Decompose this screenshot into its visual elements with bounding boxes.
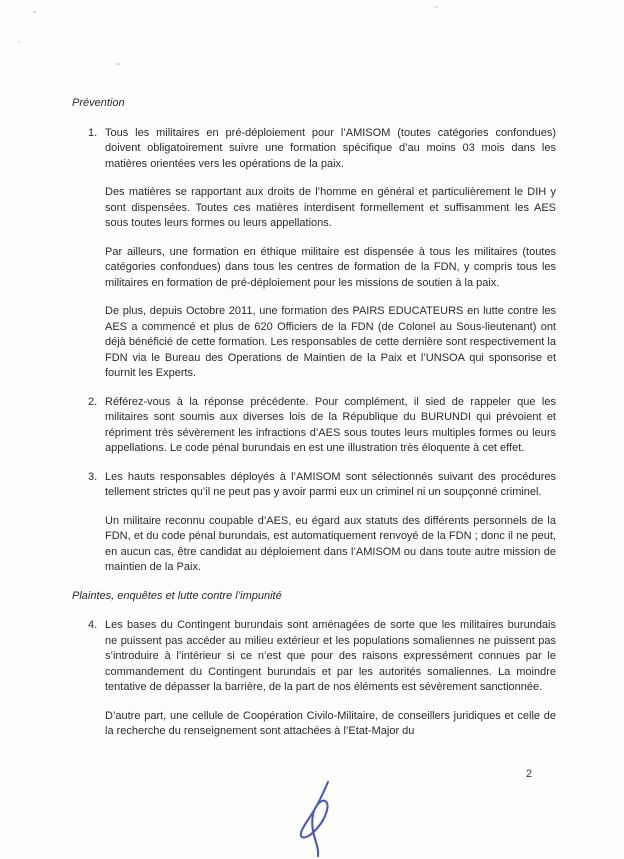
list-item-4 (72, 618, 556, 753)
section-heading-prevention: Prévention (72, 97, 125, 109)
scan-noise-speck (33, 11, 36, 13)
list-item-number: 3. (88, 470, 98, 483)
paragraph: Les bases du Contingent burundais sont aménagées de sorte que les militaires burundais ne puissent pas accéder au milieu extérieur et les populations somaliennes ne puissent pas s’introduire à l’intérieur si ce n’est que pour des raisons expressément connues par le commandement du Contingent burundais et par les autorités somaliennes. La moindre tentative de dépasser la barrière, de la part de nos éléments est sévèrement sanctionnée. (105, 619, 556, 693)
paragraph: Un militaire reconnu coupable d’AES, eu égard aux statuts des différents personnels de la FDN, et du code pénal burundais, est automatiquement renvoyé de la FDN ; donc il ne peut, en aucun cas, être candidat au déploiement dans l’AMISOM ou dans toute autre mission de maintien de la Paix. (105, 514, 556, 573)
list-item-body (105, 126, 556, 395)
list-item-number: 2. (88, 395, 98, 408)
paragraph: Les hauts responsables déployés à l’AMISOM sont sélectionnés suivant des procédures tellement strictes qu’il ne peut pas y avoir parmi eux un criminel ni un soupçonné criminel. (105, 470, 556, 498)
paragraph: Tous les militaires en pré-déploiement pour l’AMISOM (toutes catégories confondues) doivent obligatoirement suivre une formation spécifique d’au moins 03 mois dans les matières orientées vers les opérations de la paix. (105, 126, 556, 170)
scan-noise-speck (435, 6, 438, 8)
list-item-body (105, 395, 556, 470)
page-number: 2 (526, 768, 533, 780)
list-item-body (105, 618, 556, 753)
scan-noise-speck (116, 63, 120, 65)
scan-noise-speck (18, 41, 20, 43)
list-item-number: 4. (88, 619, 98, 631)
document-content (72, 96, 556, 753)
handwritten-signature (294, 780, 340, 858)
list-item-3 (72, 470, 556, 589)
list-item-1 (72, 126, 556, 395)
paragraph: D’autre part, une cellule de Coopération Civilo-Militaire, de conseillers juridiques et celle de la recherche du renseignement sont attachées à l’Etat-Major du (105, 709, 556, 737)
list-item-2 (72, 395, 556, 470)
paragraph: De plus, depuis Octobre 2011, une formation des PAIRS EDUCATEURS en lutte contre les AES a commencé et plus de 620 Officiers de la FDN (de Colonel au Sous-lieutenant) ont déjà bénéficié de cette formation. Les responsables de cette dernière sont respectivement la FDN via le Bureau des Operations de Maintien de la Paix et l’UNSOA qui sponsorise et fournit les Experts. (105, 305, 556, 379)
list-item-number: 1. (88, 126, 98, 139)
section-heading-plaintes: Plaintes, enquêtes et lutte contre l’impunité (72, 589, 282, 602)
list-item-body (105, 470, 556, 589)
paragraph: Des matières se rapportant aux droits de l’homme en général et particulièrement le DIH y sont dispensées. Toutes ces matières interdisent formellement et suffisamment les AES sous toutes leurs formes ou leurs appellations. (105, 186, 556, 229)
paragraph: Par ailleurs, une formation en éthique militaire est dispensée à tous les militaires (toutes catégories confondues) dans tous les centres de formation de la FDN, y compris tous les militaires en formation de pré-déploiement pour les missions de soutien à la paix. (105, 245, 556, 289)
paragraph: Référez-vous à la réponse précédente. Pour complément, il sied de rappeler que les militaires sont soumis aux diverses lois de la République du BURUNDI qui prévoient et répriment très sévèrement les infractions d’AES sous toutes leurs multiples formes ou leurs appellations. Le code pénal burundais en est une illustration très éloquente à cet effet. (105, 395, 556, 454)
